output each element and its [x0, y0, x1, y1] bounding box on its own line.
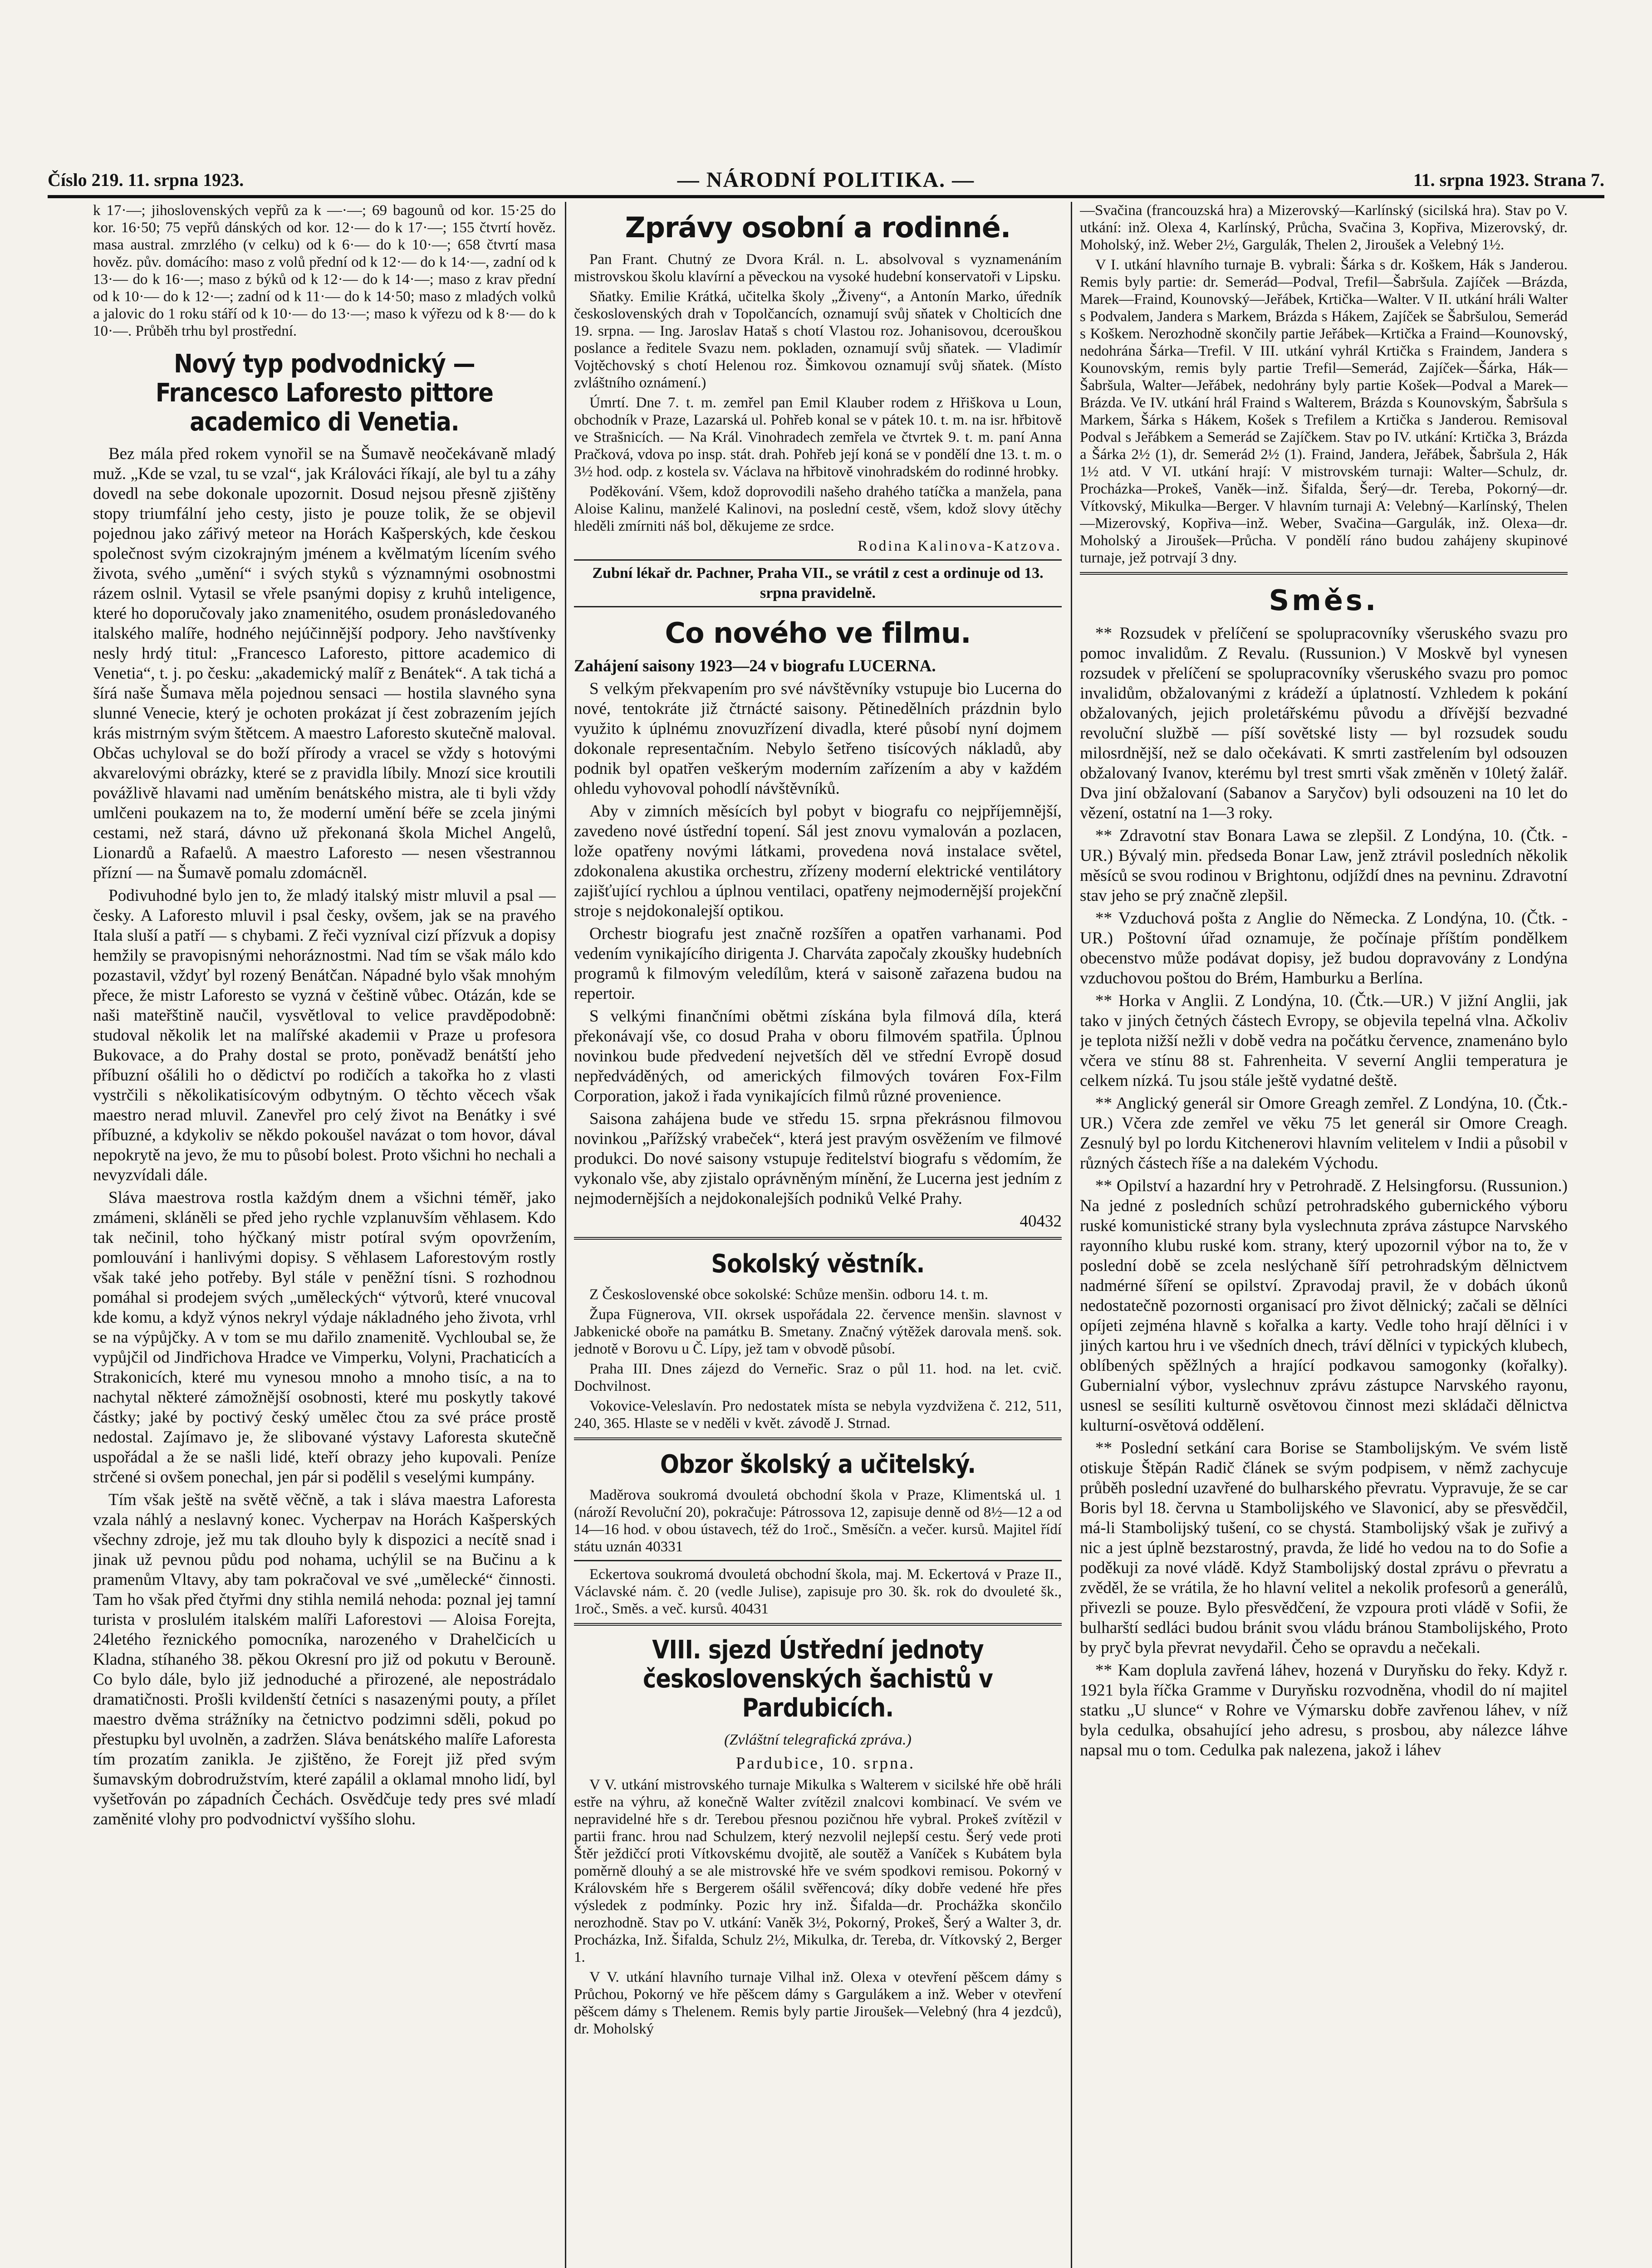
- section-title-chess: VIII. sjezd Ústřední jednoty československých šachistů v Pardubicích.: [643, 1635, 993, 1723]
- article-title-laforesto: Nový typ podvodnický — Francesco Laforesto pittore academico di Venetia.: [155, 349, 494, 437]
- article-paragraph: Podivuhodné bylo jen to, že mladý italský mistr mluvil a psal — česky. A Laforesto mluvil i psal česky, ovšem, jak se na pravého Itala sluší a patří — s chybami. Z řeči vyzníval cizí přízvuk a dopisy hemžily se pravopisnými nehoráznostmi. Nad tím se však málo kdo pozastavil, vždyť byl rozený Benátčan. Nápadné bylo však mnohým přece, že mistr Laforesto se vyzná v češtině vůbec. Otázán, kde se naši mateřštině naučil, vysvětloval to velice pravděpodobně: studoval několik let na malířské akademii v Praze u profesora Bukovace, a do Prahy dostal se proto, poněvadž benátští jeho příbuzní ošálili ho o dědictví po rodičích a takořka ho z vlasti vystrčili s několikatisícovým odbytným. O těchto věcech však maestro nerad mluvil. Zanevřel pro celý život na Benátky i své příbuzné, a kdykoliv se někdo pokoušel navázat o tom hovor, dával nepokrytě na jevo, že mu to působí bolest. Proto všichni ho nechali a nevyzvídali dále.: [93, 886, 556, 1184]
- chess-report: V V. utkání mistrovského turnaje Mikulka s Walterem v sicilské hře obě hráli estře na výhru, až konečně Walter zvítězil znalcovi kombinací. Ve svém ve nepravidelné hře s dr. Terebou přesnou pozičnou hře vybral. Prokeš zvítězil v partii franc. hrou nad Schulzem, který nezvolil nejlepší cestu. Šerý vede proti Štěr ježdičcí proti Vítkovskému dvojitě, ale soutěž a Vaníček s Kubátem byla poměrně dlouhý a se ale mistrovské hře ve svém spodkovi remisou. Pokorný v Královském hře s Bergerem ošálil svěřencová; díky dobře vedené hře přes výsledek z podmínky. Pozic hry inž. Šifalda—dr. Prochážka skončilo nerozhodně. Stav po V. utkání: Vaněk 3½, Pokorný, Prokeš, Šerý a Walter 3, dr. Procházka, Inž. Šifalda, Schulz 2½, Mikulka, dr. Tereba, dr. Vítkovský 2, Berger 1.: [574, 1777, 1062, 1965]
- section-separator: [574, 1623, 1062, 1626]
- section-separator: [1080, 572, 1568, 575]
- personal-news: Úmrtí. Dne 7. t. m. zemřel pan Emil Klauber rodem z Hřiškova u Loun, obchodník v Praze, Lazarská ul. Pohřeb konal se v pátek 10. t. m. na isr. hřbitově ve Strašnicích. — Na Král. Vinohradech zemřela ve čtvrtek 9. t. m. paní Anna Pračková, vdova po insp. stát. drah. Pohřeb její koná se v pondělí dne 13. t. m. o 3½ hod. odp. z kostela sv. Václava na hřbitově vinohradském do rodinné hrobky.: [574, 395, 1062, 480]
- chess-subtitle: (Zvláštní telegrafická zpráva.): [724, 1731, 912, 1748]
- film-paragraph: S velkými finančními obětmi získána byla filmová díla, která překonávají vše, co dosud Praha v oboru filmovém spatřila. Úplnou novinkou bude předvedení nejvetších děl ve střední Evropě dosud nepředváděných, od amerických filmových továren Fox-Film Corporation, jakož i řada vynikajících filmů různé provenience.: [574, 1007, 1062, 1105]
- school-ad: Maděrova soukromá dvouletá obchodní škola v Praze, Klimentská ul. 1 (nároží Revoluční 20), pokračuje: Pátrossova 12, zapisuje denně od 8½—12 a od 14—16 hod. v obou ústavech, též do 1roč., Směsíčn. a večer. kursů. Majitel řídí státu uznán 40331: [574, 1487, 1062, 1555]
- sokol-item: Praha III. Dnes zájezd do Verneřic. Sraz o půl 11. hod. na let. cvič. Dochvilnost.: [574, 1361, 1062, 1394]
- misc-news: ** Vzduchová pošta z Anglie do Německa. Z Londýna, 10. (Čtk. - UR.) Poštovní úřad oznamuje, že počínaje příštím pondělkem obecenstvo může podávat dopisy, jež budou dopravovány z Londýna vzduchovou poštou do Brém, Hamburku a Berlína.: [1080, 909, 1568, 987]
- article-paragraph: Sláva maestrova rostla každým dnem a všichni téměř, jako zmámeni, skláněli se před jeho rychle vzplanuvším věhlasem. Kdo tak nečinil, toho hýčkaný mistr potíral svým opovržením, pomlouvání i hanlivými dopisy. S věhlasem Laforestovým rostly však také jeho potřeby. Byl stále v peněžní tísni. S rozhodnou pomáhal si prodejem svých „uměleckých“ výtvorů, které vnucoval kde komu, a když výnos nekryl výdaje nákladného jeho života, vrhl se na výpůjčky. A v tom se mu dařilo znamenitě. Vychloubal se, že vypůjčil od Jindřichova Hradce ve Vimperku, Volyni, Prachaticích a Strakonicích, které mu vynesou mnoho a mnoho tisíc, a na to nachytal některé zámožnější osobnosti, které mu poskytly takové částky; jaké by poctivý český umělec čtou za své práce prostě nedostal. Zajímavo je, že slibované výstavy Laforesta skutečně uspořádal a že se našli lidé, kteří obrazy jeho kupovali. Peníze strčené si ovšem ponechal, jen pár si podělil s veselými kumpány.: [93, 1188, 556, 1486]
- page-header: [48, 163, 1604, 198]
- misc-news: ** Anglický generál sir Omore Greagh zemřel. Z Londýna, 10. (Čtk.-UR.) Včera zde zemřel ve věku 75 let generál sir Omore Creagh. Zesnulý byl po lordu Kitchenerovi hlavním velitelem v Indii a působil v různých částech říše a na dalekém Východu.: [1080, 1094, 1568, 1173]
- advertisement-dentist: Zubní lékař dr. Pachner, Praha VII., se vrátil z cest a ordinuje od 13. srpna pravidelně.: [574, 559, 1062, 607]
- chess-report-continued: —Svačina (francouzská hra) a Mizerovský—Karlínský (sicilská hra). Stav po V. utkání: inž. Olexa 4, Karlínský, Průcha, Svačina 3, Kopřiva, Mizerovský, dr. Moholský, inž. Weber 2½, Gargulák, Thelen 2, Jiroušek a Velebný 1½.: [1080, 202, 1568, 253]
- market-report: k 17·—; jihoslovenských vepřů za k —·—; 69 bagounů od kor. 15·25 do kor. 16·50; 75 vepřů dánských od kor. 12·— do k 17·—; 155 čtvrtí hověz. masa austral. zmrzlého (v celku) od k 6·— do k 10·—; 658 čtvrtí masa hověz. pův. domácího: maso z volů přední od k 12·— do k 14·—, zadní od k 13·— do k 16·—; maso z býků od k 12·— do k 14·—; maso z krav přední od k 10·— do k 12·—; zadní od k 11·— do k 14·50; maso z mladých volků a jalovic do 1 roku stáří od k 10·— do 13·—; maso k výřezu od k 8·— do k 10·—. Průběh trhu byl prostřední.: [93, 202, 556, 339]
- item-divider: [574, 1560, 1062, 1561]
- section-separator: [574, 1237, 1062, 1240]
- film-paragraph: Orchestr biografu jest značně rozšířen a opatřen varhanami. Pod vedením vynikajícího dirigenta J. Charváta započaly zkoušky hudebních programů k filmovým veledílům, která v saisoně zařazena budou na repertoir.: [574, 924, 1062, 1003]
- sokol-item: Vokovice-Veleslavín. Pro nedostatek místa se nebyla vyzdvižena č. 212, 511, 240, 365. Hlaste se v neděli v květ. závodě J. Strnad.: [574, 1398, 1062, 1432]
- film-paragraph: S velkým překvapením pro své návštěvníky vstupuje bio Lucerna do nové, tentokráte již čtrnácté saisony. Pětinedělních prázdnin bylo využito k úplnému znovuzřízení divadla, které působí nyní dojmem dokonale representačním. Nebylo šetřeno tisícových nákladů, aby podnik byl opatřen veškerým moderním zařízením a aby v každém ohledu vyhovoval pohodlí návštěvníků.: [574, 679, 1062, 798]
- sokol-item: Župa Fügnerova, VII. okrsek uspořádala 22. července menšin. slavnost v Jabkenické oboře na památku B. Smetany. Značný výtěžek darovala menš. sok. jednotě v Borovu u Č. Lípy, jež tam v obvodě působí.: [574, 1306, 1062, 1357]
- section-title-personal: Zprávy osobní a rodinné.: [625, 211, 1011, 244]
- film-subheading: Zahájení saisony 1923—24 v biografu LUCERNA.: [574, 657, 936, 675]
- column-divider: [1071, 202, 1072, 2268]
- page-date-number: 11. srpna 1923. Strana 7.: [1413, 170, 1604, 190]
- chess-report: V V. utkání hlavního turnaje Vilhal inž. Olexa v otevření pěšcem dámy s Průchou, Pokorný ve hře pěšcem dámy s Gargulákem a inž. Weber v otevření pěšcem dámy s Thelenem. Remis byly partie Jiroušek—Velebný (hra 4 jezdců), dr. Moholský: [574, 1969, 1062, 2037]
- article-paragraph: Bez mála před rokem vynořil se na Šumavě neočekávaně mladý muž. „Kde se vzal, tu se vzal“, jak Králováci říkají, ale byl tu a záhy dovedl na sebe dokonale upozornit. Dosud nejsou přesně zjištěny stopy triumfální jeho cesty, jisto je pouze tolik, že se objevil pojednou jako zářivý meteor na Horách Kašperských, kde českou společnost svým cizokrajným jménem a kvělmatým lícením svého života, svého „umění“ i svých styků s významnými osobnostmi rázem oslnil. Vytasil se vřele psanými dopisy z kruhů inteligence, které ho doporučovaly jako znamenitého, osudem pronásledovaného italského malíře, hodného nejúčinnější podpory. Jeho navštívenky nesly hrdý titul: „Francesco Laforesto, pittore academico di Venetia“, t. j. po česku: „akademický malíř z Benátek“. A tak tichá a šírá naše Šumava měla pojednou sensaci — hostila slavného syna slunné Venecie, který je ochoten prokázat jí čest zobrazením jejích krás mistrným svým štětcem. A maestro Laforesto skutečně maloval. Občas uchyloval se do boží přírody a vracel se vždy s hotovými akvarelovými obrázky, které se z pravidla líbily. Mnozí sice kroutili povážlivě hlavami nad uměním benátského mistra, ale ti byli vždy umlčeni poukazem na to, že moderní umění béře se zcela jinými cestami, než stará, dávno už překonaná škola Michel Angelů, Lionardů a Rafaelů. A maestro Laforesto — nesen všestrannou přízní — na Šumavě pomalu zdomácněl.: [93, 445, 556, 882]
- misc-news: ** Kam doplula zavřená láhev, hozená v Duryňsku do řeky. Když r. 1921 byla říčka Gramme v Duryňsku rozvodněna, vhodil do ní majitel statku „U slunce“ v Rohre ve Výmarsku dobře zavřenou láhev, v níž byla cedulka, obsahující jeho adresu, s prosbou, aby nálezce láhve napsal mu o tom. Cedulka pak nalezena, jakož i láhev: [1080, 1661, 1568, 1760]
- signature: Rodina Kalinova-Katzova.: [858, 538, 1062, 554]
- personal-news: Poděkování. Všem, kdož doprovodili našeho drahého tatíčka a manžela, pana Aloise Kalinu, manželé Kalinovi, na poslední cestě, všem, kdož slovy útěchy hleděli zmírniti náš bol, děkujeme ze srdce.: [574, 484, 1062, 534]
- section-title-misc: Směs.: [1269, 584, 1379, 617]
- chess-report-continued: V I. utkání hlavního turnaje B. vybrali: Šárka s dr. Koškem, Hák s Janderou. Remis byly partie: dr. Semerád—Podval, Trefil—Šabršula. Zajíček —Brázda, Marek—Fraind, Kounovský—Jeřábek, Krtička—Walter. V II. utkání hráli Walter s Podvalem, Jandera s Markem, Brázda s Hákem, Zajíček se Šabršulou, Semerád s Koškem. Nerozhodně skončily partie Jeřábek—Krtička a Fraind—Kounovský, nedohrána Šárka—Trefil. V III. utkání vyhrál Krtička s Fraindem, Jandera s Kounovským, remis byly partie Trefil—Semerád, Zajíček—Šárka, Hák—Šabršula, Walter—Jeřábek, nedohrány byly partie Košek—Podval a Marek—Brázda. Ve IV. utkání hrál Fraind s Walterem, Brázda s Kounovským, Šabršula s Markem, Šárka s Hákem, Košek s Trefilem a Krtička s Janderou. Remisoval Podval s Jeřábkem a Semerád se Zajíčkem. Stav po IV. utkání: Krtička 3, Brázda a Šárka 2½ (1), dr. Semerád 2½ (1). Fraind, Jandera, Jeřábek, Šabršula 2, Hák 1½ atd. V VI. utkání hrají: V mistrovském turnaji: Walter—Schulz, dr. Procházka—Prokeš, Vaněk—inž. Šifalda, Šerý—dr. Tereba, Pokorný—dr. Vítkovský, Mikulka—Berger. V hlavním turnaji A: Velebný—Karlínský, Thelen—Mizerovský, Kopřiva—inž. Weber, Svačina—Gargulák, inž. Olexa—dr. Moholský a Jiroušek—Průcha. V pondělí ráno budou zahájeny skupinové turnaje, jež potrvají 3 dny.: [1080, 257, 1568, 566]
- column-2: [574, 202, 1062, 2268]
- chess-dateline: Pardubice, 10. srpna.: [735, 1754, 916, 1773]
- film-paragraph: Saisona zahájena bude ve středu 15. srpna překrásnou filmovou novinkou „Pařížský vrabeček“, která jest pravým osvěžením ve filmové produkci. Do nové saisony vstupuje ředitelství biografu s vědomím, že vykonalo vše, aby zjistalo oprávněným mínění, že Lucerna jest jedním z nejmodernějších a nejdokonalejších podniků Velké Prahy.: [574, 1110, 1062, 1208]
- misc-news: ** Horka v Anglii. Z Londýna, 10. (Čtk.—UR.) V jižní Anglii, jak tako v jiných četných částech Evropy, se objevila tepelná vlna. Ačkoliv je teplota nižší nežli v době vedra na počátku července, znamenáno bylo včera ve stínu 88 st. Fahrenheita. V severní Anglii temperatura je celkem nízká. Tu jsou stále ještě vydatné deště.: [1080, 992, 1568, 1090]
- column-1: [93, 202, 556, 2268]
- section-separator: [574, 1437, 1062, 1440]
- issue-number: Číslo 219. 11. srpna 1923.: [48, 170, 244, 190]
- section-title-sokol: Sokolský věstník.: [711, 1249, 925, 1279]
- section-title-school: Obzor školský a učitelský.: [660, 1450, 976, 1479]
- column-divider: [565, 202, 566, 2268]
- misc-news: ** Zdravotní stav Bonara Lawa se zlepšil. Z Londýna, 10. (Čtk. - UR.) Bývalý min. předseda Bonar Law, jenž ztrávil posledních několik měsíců se svou rodinou v Brightonu, odjíždí dnes na pevninu. Zdravotní stav jeho se prý značně zlepšil.: [1080, 826, 1568, 905]
- misc-news: ** Opilství a hazardní hry v Petrohradě. Z Helsingforsu. (Russunion.) Na jedné z posledních schůzí petrohradského gubernického výboru ruské komunistické strany byla vyslechnuta zpráva zástupce Narvského rayonního klubu ruské kom. strany, který upozornil výbor na to, že v poslední době se zcela neslýchaně šíří petrohradským dělnictvem nadmérné šíření se opilství. Zpravodaj pravil, že v dobách úkonů nedostatečně pozornosti organisací pro život dělnický; začali se dělníci opíjeti zejména hlavně s kořalka a karty. Vedle toho hrají dělníci i v jiných kartou hru i ve všedních dnech, tráví dělníci v typických klubech, oblíbených spěžlných a hrající podkavou samogonky (kořalky). Gubernialní výbor, vyslechnuv zprávu zástupce Narvského rayonu, usnesl se sesíliti kulturně osvětovou činnost mezi skládači dělnictva kulturní-osvětová oddělení.: [1080, 1177, 1568, 1435]
- personal-news: Sňatky. Emilie Krátká, učitelka školy „Živeny“, a Antonín Marko, úředník československých drah v Topolčancích, oznamují svůj sňatek v Cholticích dne 19. srpna. — Ing. Jaroslav Hataš s chotí Vlastou roz. Johanisovou, dcerouškou poslance a ředitele Svazu nem. pokladen, oznamují svůj sňatek. — Vladimír Vojtěchovský s chotí Helenou roz. Šimkovou oznamují svůj sňatek. (Místo zvláštního oznámení.): [574, 288, 1062, 391]
- sokol-item: Z Československé obce sokolské: Schůze menšin. odboru 14. t. m.: [589, 1286, 988, 1303]
- column-3: [1080, 202, 1568, 2268]
- misc-news: ** Poslední setkání cara Borise se Stambolijským. Ve svém listě otiskuje Štěpán Radič článek se svým podpisem, v němž zachycuje průběh poslední uzavřené do bulharského převratu. Vypravuje, že se car Boris byl 18. června u Stambolijského ve Slavonicí, aby se přesvědčil, má-li Stambolijský tušení, co se chystá. Stambolijský však je zuřivý a nic a jest úplně bezstarostný, pravda, že lidé ho vedou na to do Sofie a poděkuji za nové vládě. Když Stambolijský dostal zprávu o převratu a zvěděl, že se vrátila, že ho hlavní velitel a nekolik profesorů a generálů, přivezli se pouze. Bylo přesvědčení, že vzpoura proti vládě v Sofii, že bulharští sedláci budou bránit svou vládu bránou Stambolijského, Proto by pryč byla převrat nevydařil. Čeho se opravdu a nečekali.: [1080, 1439, 1568, 1657]
- personal-news: Pan Frant. Chutný ze Dvora Král. n. L. absolvoval s vyznamenáním mistrovskou školu klavírní a pěveckou na vysoké hudební konservatoři v Lipsku.: [574, 251, 1062, 285]
- article-paragraph: Tím však ještě na světě věčně, a tak i sláva maestra Laforesta vzala náhlý a neslavný konec. Vycherpav na Horách Kašperských všechny zdroje, jež mu tak dlouho byly k dispozici a necítě snad i jinak už pevnou půdu pod nohama, uchýlil se na Bučinu a k pramenům Vltavy, aby tam pokračoval ve své „umělecké“ činnosti. Tam ho však před čtyřmi dny stihla nemilá nehoda: poznal jej tamní turista v proslulém italském malíři Laforestovi — Aloisa Forejta, 24letého řeznického pomocníka, narozeného v Drahelčicích u Kladna, stíhaného 38. pěkou Okresní pro již od pokutu v Berouně. Co bylo dále, bylo již jednoduché a přirozené, ale nepostrádalo dramatičnosti. Prošli kvildenští četníci s nasazenými pouty, a přílet maestro dvěma strážníky na četnictvo podzimni sděli, pokud po přestupku byl uvolněn, a zadržen. Sláva benátského malíře Laforesta tím prozatím zanikla. Je zjištěno, že Forejt již před svým šumavským dobrodružstvím, které zapálil a oklamal mnoho lidí, byl vyšetřován po západních Čechách. Osvědčuje tedy pres své mladí zaměnité vlohy pro podvodnictví vyššího slohu.: [93, 1491, 556, 1828]
- misc-news: ** Rozsudek v přelíčení se spolupracovníky všeruského svazu pro pomoc invalidům. Z Revalu. (Russunion.) V Moskvě byl vynesen rozsudek v přelíčení se spolupracovníky všeruského svazu pro pomoc invalidům, obžalovanými z krádeží a úplatností. Vzhledem k pokání obžalovaných, jejich proletářskému původu a dřívější bezvadné revoluční službě — píší sovětské listy — byl rozsudek soudu milosrdnější, než se dalo očekávati. K smrti zastřelením byl odsouzen obžalovaný Ivanov, kterému byl trest smrti však změněn v 10letý žalář. Dva jiní obžalovaní (Sabanov a Saryčov) byli odsouzeni na 10 let do vězení, ostatní na 1—3 roky.: [1080, 624, 1568, 822]
- masthead-title: — NÁRODNÍ POLITIKA. —: [677, 168, 975, 192]
- film-code: 40432: [1020, 1212, 1062, 1231]
- school-ad: Eckertova soukromá dvouletá obchodní škola, maj. M. Eckertová v Praze II., Václavské nám. č. 20 (vedle Julise), zapisuje pro 30. šk. rok do dvouleté šk., 1roč., Směs. a več. kursů. 40431: [574, 1566, 1062, 1617]
- film-paragraph: Aby v zimních měsících byl pobyt v biografu co nejpříjemnější, zavedeno nové ústřední topení. Sál jest znovu vymalován a pozlacen, lože opatřeny novými látkami, provedena nová instalace světel, zdokonalena akustika orchestru, zřízeny moderní elektrické ventilátory zajišťující rychlou a úplnou ventilaci, opatřeny nejmodernější projekční stroje s nejdokonalejší optikou.: [574, 802, 1062, 920]
- section-title-film: Co nového ve filmu.: [665, 616, 971, 650]
